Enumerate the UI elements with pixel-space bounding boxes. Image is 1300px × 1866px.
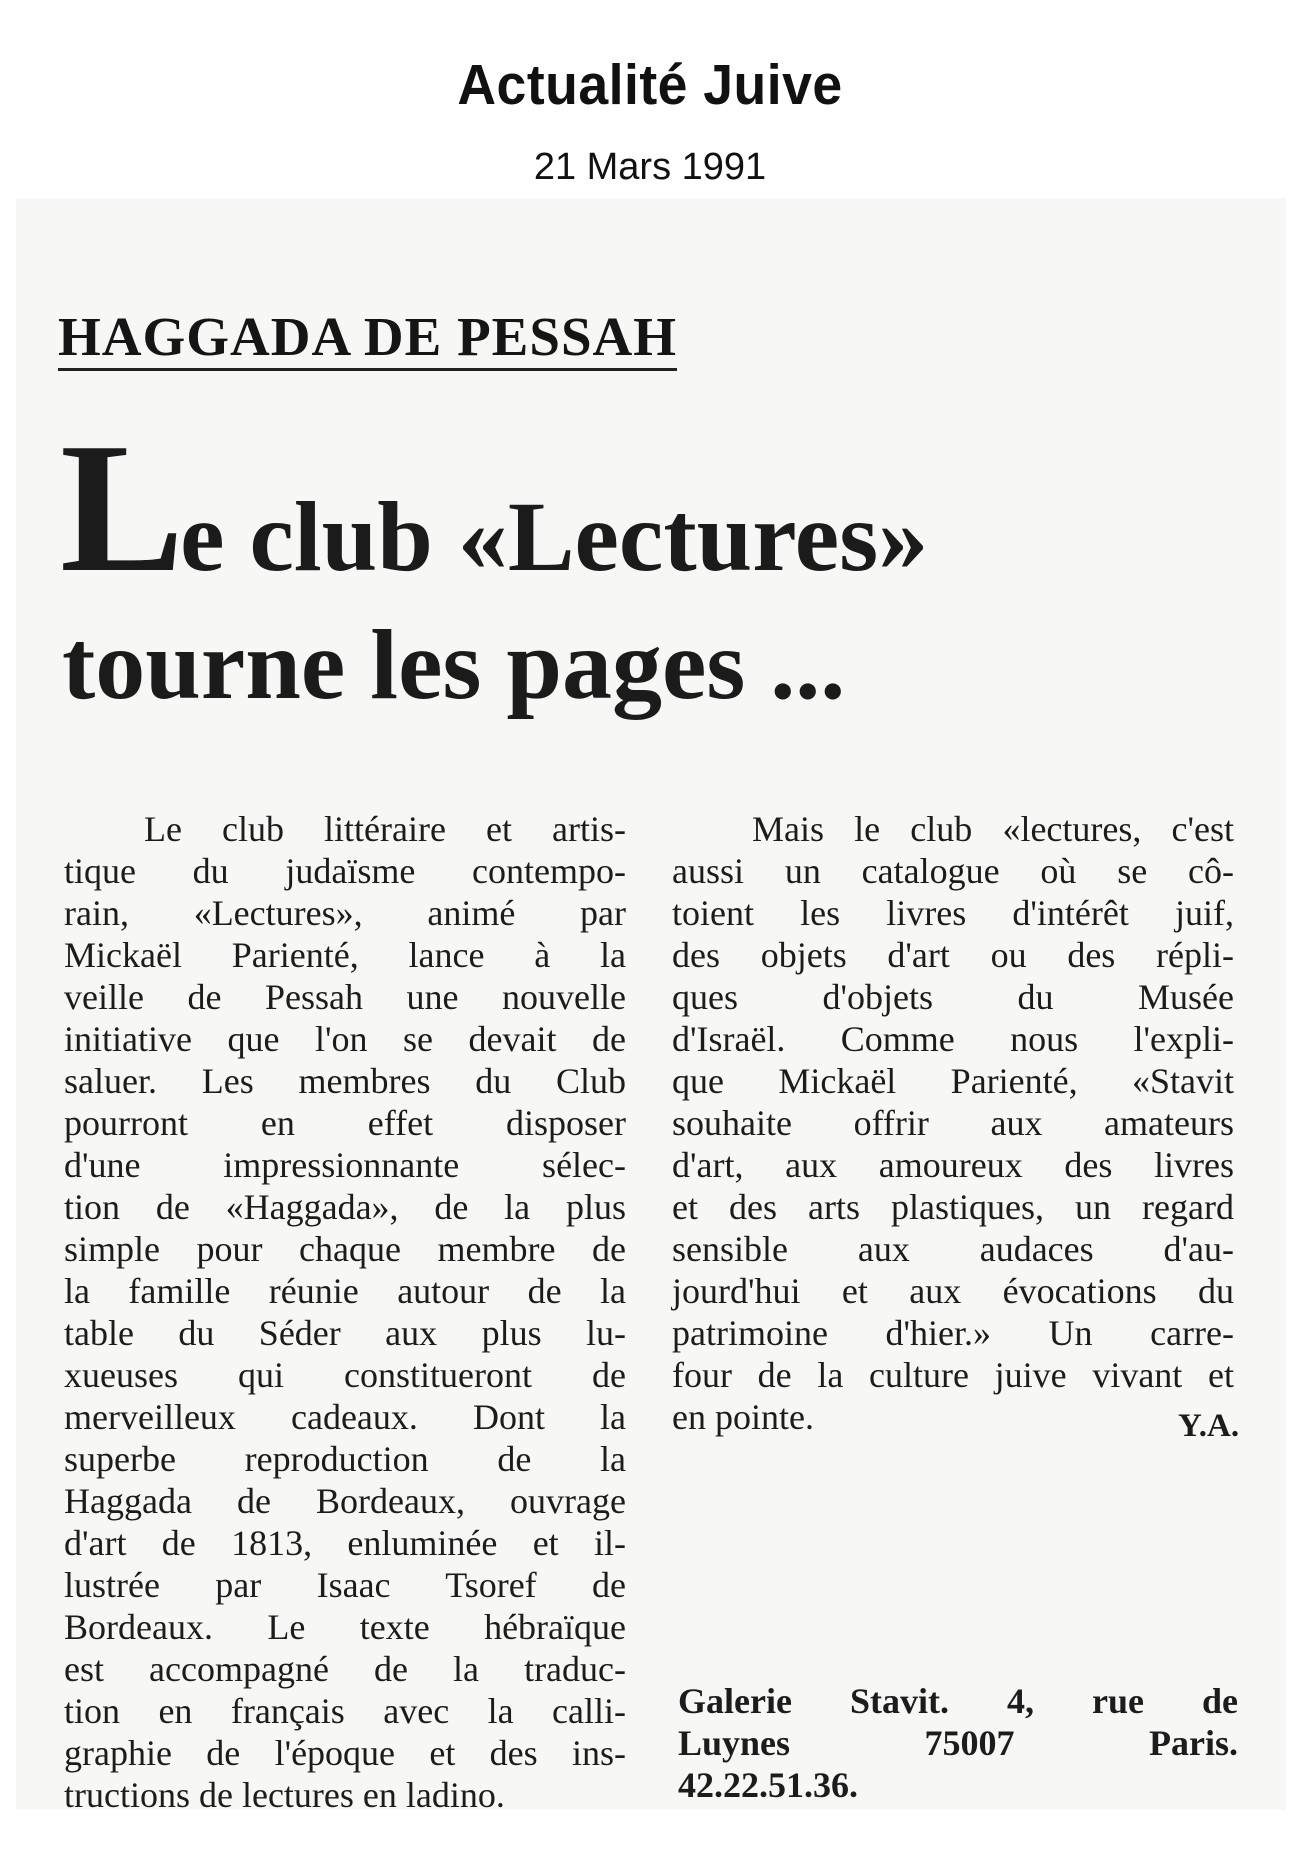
body-text-line: xueuses qui constitueront de — [64, 1355, 626, 1395]
body-text-line: Haggada de Bordeaux, ouvrage — [64, 1481, 626, 1521]
body-text-line: et des arts plastiques, un regard — [672, 1187, 1234, 1227]
body-text-line: jourd'hui et aux évocations du — [672, 1271, 1234, 1311]
body-text-line: tructions de lectures en ladino. — [64, 1775, 505, 1815]
body-text-line: Mais le club «lectures, c'est — [752, 809, 1234, 849]
body-text-line: veille de Pessah une nouvelle — [64, 977, 626, 1017]
body-text-line: table du Séder aux plus lu- — [64, 1313, 626, 1353]
left-column — [64, 808, 626, 1816]
body-text-line: souhaite offrir aux amateurs — [672, 1103, 1234, 1143]
drop-cap: L — [60, 405, 185, 611]
body-text-line: est accompagné de la traduc- — [64, 1649, 626, 1689]
body-text-line: des objets d'art ou des répli- — [672, 935, 1234, 975]
body-text-line: d'Israël. Comme nous l'expli- — [672, 1019, 1234, 1059]
publication-title: Actualité Juive — [457, 53, 843, 117]
address-line: Luynes 75007 Paris. — [678, 1723, 1238, 1763]
body-text-line: Bordeaux. Le texte hébraïque — [64, 1607, 626, 1647]
gallery-address — [678, 1680, 1238, 1806]
body-text-line: toient les livres d'intérêt juif, — [672, 893, 1234, 933]
body-text-line: tion de «Haggada», de la plus — [64, 1187, 626, 1227]
body-text-line: aussi un catalogue où se cô- — [672, 851, 1234, 891]
body-text-line: rain, «Lectures», animé par — [64, 893, 626, 933]
body-text-line: simple pour chaque membre de — [64, 1229, 626, 1269]
body-text-line: tion en français avec la calli- — [64, 1691, 626, 1731]
body-text-line: Le club littéraire et artis- — [144, 809, 626, 849]
body-text-line: merveilleux cadeaux. Dont la — [64, 1397, 626, 1437]
body-text-line: ques d'objets du Musée — [672, 977, 1234, 1017]
headline-line-1-text: e club «Lectures» — [180, 481, 929, 592]
body-text-line: saluer. Les membres du Club — [64, 1061, 626, 1101]
body-text-line: four de la culture juive vivant et — [672, 1355, 1234, 1395]
body-text-line: Mickaël Parienté, lance à la — [64, 935, 626, 975]
address-line: Galerie Stavit. 4, rue de — [678, 1681, 1238, 1721]
address-line: 42.22.51.36. — [678, 1765, 858, 1805]
body-text-line: patrimoine d'hier.» Un carre- — [672, 1313, 1234, 1353]
right-column — [672, 808, 1234, 1438]
body-text-line: la famille réunie autour de la — [64, 1271, 626, 1311]
body-text-line: superbe reproduction de la — [64, 1439, 626, 1479]
publication-date: 21 Mars 1991 — [533, 146, 767, 188]
article-rubric: HAGGADA DE PESSAH — [58, 308, 677, 371]
body-text-line: graphie de l'époque et des ins- — [64, 1733, 626, 1773]
body-text-line: initiative que l'on se devait de — [64, 1019, 626, 1059]
body-text-line: d'une impressionnante sélec- — [64, 1145, 626, 1185]
body-text-line: que Mickaël Parienté, «Stavit — [672, 1061, 1234, 1101]
body-text-line: pourront en effet disposer — [64, 1103, 626, 1143]
page-header — [0, 0, 1300, 200]
body-text-line: lustrée par Isaac Tsoref de — [64, 1565, 626, 1605]
author-signature: Y.A. — [1178, 1408, 1240, 1444]
headline-line-2: tourne les pages ... — [62, 609, 846, 720]
body-text-line: tique du judaïsme contempo- — [64, 851, 626, 891]
body-text-line: d'art de 1813, enluminée et il- — [64, 1523, 626, 1563]
headline-line-1 — [60, 405, 929, 611]
body-text-line: sensible aux audaces d'au- — [672, 1229, 1234, 1269]
body-text-line: en pointe. — [672, 1397, 814, 1437]
body-text-line: d'art, aux amoureux des livres — [672, 1145, 1234, 1185]
